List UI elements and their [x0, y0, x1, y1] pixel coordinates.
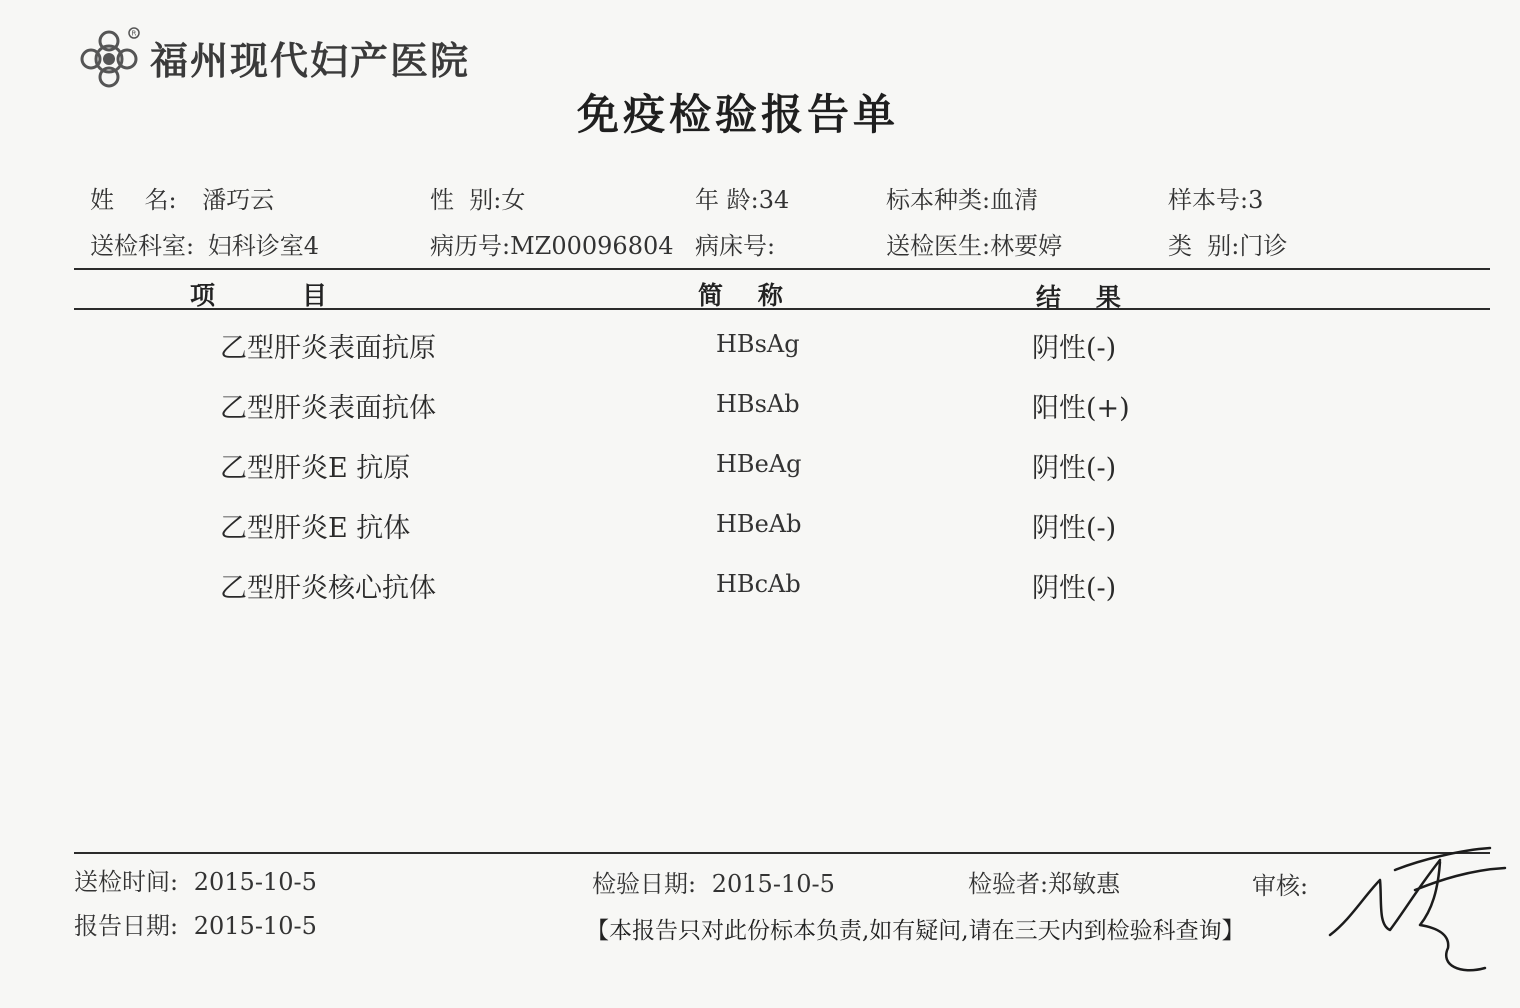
item-result: 阳性(+) — [1032, 393, 1130, 424]
item-abbr: HBsAg — [716, 330, 800, 358]
sex-field — [430, 180, 525, 215]
name-field — [90, 180, 274, 215]
sample-no-label: 样本号: — [1168, 186, 1249, 214]
age-label: 年 龄: — [695, 186, 759, 214]
specimen-label: 标本种类: — [886, 186, 991, 214]
report-date: 2015-10-5 — [193, 912, 317, 940]
test-date-label: 检验日期: — [592, 870, 697, 898]
doctor-name: 林要婷 — [990, 232, 1063, 260]
column-header-abbr: 简 称 — [698, 281, 783, 310]
record-number: MZ00096804 — [510, 232, 674, 260]
submit-time-field — [74, 862, 317, 897]
category-field — [1168, 226, 1287, 261]
column-header-result: 结 果 — [1036, 283, 1121, 312]
item-name: 乙型肝炎表面抗原 — [220, 333, 436, 364]
patient-name: 潘巧云 — [202, 186, 275, 214]
disclaimer-notice: 【本报告只对此份标本负责,如有疑问,请在三天内到检验科查询】 — [586, 918, 1245, 944]
specimen-field — [886, 180, 1038, 215]
item-abbr: HBcAb — [716, 570, 801, 598]
report-date-field — [74, 906, 317, 941]
report-title: 免疫检验报告单 — [577, 90, 900, 139]
dept-label: 送检科室: — [90, 232, 195, 260]
dept-value: 妇科诊室4 — [207, 232, 320, 260]
category-label: 类 别: — [1168, 232, 1240, 260]
column-header-item: 项 目 — [190, 281, 328, 310]
record-field — [430, 226, 674, 261]
test-date: 2015-10-5 — [711, 870, 835, 898]
item-result: 阴性(-) — [1032, 513, 1117, 544]
patient-sex: 女 — [501, 186, 526, 214]
report-date-label: 报告日期: — [74, 912, 179, 940]
item-result: 阴性(-) — [1032, 453, 1117, 484]
age-field — [695, 180, 789, 215]
item-name: 乙型肝炎E 抗原 — [220, 453, 411, 484]
category-value: 门诊 — [1239, 232, 1288, 260]
hospital-name: 福州现代妇产医院 — [150, 37, 471, 83]
tester-field — [968, 864, 1120, 899]
item-abbr: HBsAb — [716, 390, 800, 418]
patient-age: 34 — [758, 186, 790, 214]
item-name: 乙型肝炎核心抗体 — [220, 573, 436, 604]
review-label: 审核: — [1252, 872, 1309, 900]
footer-rule — [74, 852, 1490, 854]
item-name: 乙型肝炎表面抗体 — [220, 393, 436, 424]
bed-label: 病床号: — [695, 232, 776, 260]
reviewer-signature-icon — [1320, 840, 1510, 990]
tester-name: 郑敏惠 — [1048, 870, 1121, 898]
item-result: 阴性(-) — [1032, 333, 1117, 364]
doctor-label: 送检医生: — [886, 232, 991, 260]
item-abbr: HBeAb — [716, 510, 802, 538]
header-top-rule — [74, 268, 1490, 270]
submit-time: 2015-10-5 — [193, 868, 317, 896]
sample-no-field — [1168, 180, 1263, 215]
item-abbr: HBeAg — [716, 450, 802, 478]
dept-field — [90, 226, 319, 261]
bed-field — [695, 226, 775, 261]
sex-label: 性 别: — [430, 186, 502, 214]
specimen-type: 血清 — [990, 186, 1039, 214]
hospital-emblem-icon — [78, 26, 140, 88]
svg-text:R: R — [131, 29, 137, 38]
doctor-field — [886, 226, 1062, 261]
test-date-field — [592, 864, 835, 899]
submit-time-label: 送检时间: — [74, 868, 179, 896]
record-label: 病历号: — [430, 232, 511, 260]
name-label: 姓 名: — [90, 186, 177, 214]
tester-label: 检验者: — [968, 870, 1049, 898]
sample-no: 3 — [1248, 186, 1264, 214]
item-name: 乙型肝炎E 抗体 — [220, 513, 411, 544]
item-result: 阴性(-) — [1032, 573, 1117, 604]
hospital-logo — [78, 26, 470, 88]
